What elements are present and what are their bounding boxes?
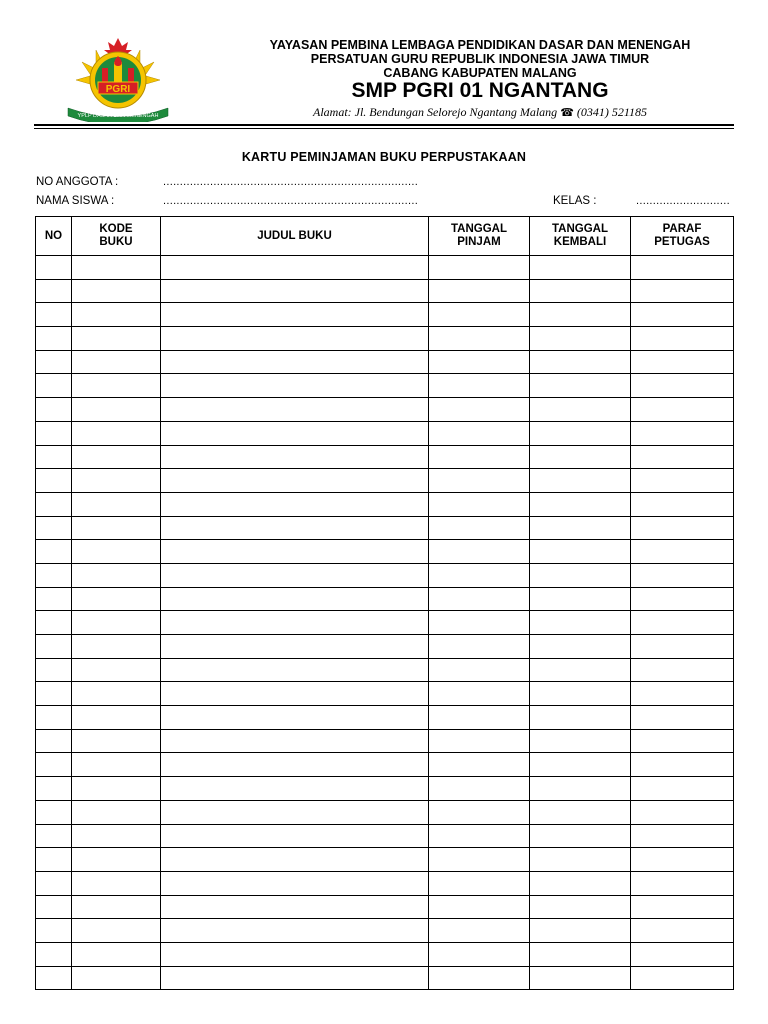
table-row xyxy=(36,540,734,564)
table-cell[interactable] xyxy=(72,303,161,327)
table-row xyxy=(36,492,734,516)
school-address: Alamat: Jl. Bendungan Selorejo Ngantang Malang xyxy=(312,105,558,119)
loan-table xyxy=(35,216,734,990)
table-cell[interactable] xyxy=(429,469,530,493)
table-cell[interactable] xyxy=(429,682,530,706)
table-cell[interactable] xyxy=(36,540,72,564)
table-cell[interactable] xyxy=(429,587,530,611)
table-cell[interactable] xyxy=(36,658,72,682)
table-row xyxy=(36,658,734,682)
table-cell[interactable] xyxy=(161,303,429,327)
logo-ribbon-text: YPLP DASAR DAN MENENGAH xyxy=(77,113,159,119)
table-cell[interactable] xyxy=(429,540,530,564)
table-cell[interactable] xyxy=(72,421,161,445)
table-cell[interactable] xyxy=(36,279,72,303)
table-cell[interactable] xyxy=(36,682,72,706)
table-cell[interactable] xyxy=(530,421,631,445)
table-cell[interactable] xyxy=(530,587,631,611)
table-cell[interactable] xyxy=(72,658,161,682)
table-cell[interactable] xyxy=(530,374,631,398)
table-row xyxy=(36,279,734,303)
table-cell[interactable] xyxy=(631,421,734,445)
table-cell[interactable] xyxy=(530,966,631,990)
student-name-label: NAMA SISWA : xyxy=(36,195,115,207)
table-row xyxy=(36,256,734,280)
table-cell[interactable] xyxy=(631,919,734,943)
table-cell[interactable] xyxy=(429,611,530,635)
table-cell[interactable] xyxy=(429,729,530,753)
table-row xyxy=(36,421,734,445)
table-cell[interactable] xyxy=(429,563,530,587)
table-cell[interactable] xyxy=(631,279,734,303)
school-name: SMP PGRI 01 NGANTANG xyxy=(351,79,609,102)
table-cell[interactable] xyxy=(530,658,631,682)
table-cell[interactable] xyxy=(631,635,734,659)
table-cell[interactable] xyxy=(72,871,161,895)
table-cell[interactable] xyxy=(72,966,161,990)
table-cell[interactable] xyxy=(631,445,734,469)
table-row xyxy=(36,469,734,493)
table-cell[interactable] xyxy=(72,279,161,303)
table-cell[interactable] xyxy=(429,350,530,374)
table-row xyxy=(36,563,734,587)
table-row xyxy=(36,682,734,706)
header-rule-thick xyxy=(34,124,734,126)
table-cell[interactable] xyxy=(36,753,72,777)
table-cell[interactable] xyxy=(631,350,734,374)
table-cell[interactable] xyxy=(36,421,72,445)
table-cell[interactable] xyxy=(36,398,72,422)
table-cell[interactable] xyxy=(72,753,161,777)
table-cell[interactable] xyxy=(36,563,72,587)
table-row xyxy=(36,800,734,824)
table-cell[interactable] xyxy=(36,635,72,659)
table-cell[interactable] xyxy=(72,682,161,706)
table-cell[interactable] xyxy=(429,374,530,398)
table-cell[interactable] xyxy=(161,279,429,303)
logo-emblem-text: PGRI xyxy=(105,84,131,95)
table-cell[interactable] xyxy=(631,256,734,280)
table-cell[interactable] xyxy=(161,848,429,872)
table-cell[interactable] xyxy=(161,871,429,895)
table-row xyxy=(36,611,734,635)
table-cell[interactable] xyxy=(161,682,429,706)
table-cell[interactable] xyxy=(631,540,734,564)
table-cell[interactable] xyxy=(36,871,72,895)
table-cell[interactable] xyxy=(72,256,161,280)
table-cell[interactable] xyxy=(72,350,161,374)
table-cell[interactable] xyxy=(429,942,530,966)
table-row xyxy=(36,729,734,753)
table-cell[interactable] xyxy=(429,753,530,777)
table-cell[interactable] xyxy=(72,942,161,966)
table-cell[interactable] xyxy=(161,966,429,990)
table-cell[interactable] xyxy=(429,800,530,824)
table-cell[interactable] xyxy=(72,848,161,872)
table-cell[interactable] xyxy=(631,706,734,730)
table-cell[interactable] xyxy=(429,445,530,469)
table-cell[interactable] xyxy=(530,398,631,422)
table-cell[interactable] xyxy=(161,445,429,469)
table-cell[interactable] xyxy=(72,540,161,564)
table-cell[interactable] xyxy=(530,256,631,280)
table-cell[interactable] xyxy=(161,635,429,659)
table-cell[interactable] xyxy=(161,919,429,943)
table-cell[interactable] xyxy=(631,824,734,848)
pgri-logo xyxy=(62,36,174,122)
table-cell[interactable] xyxy=(631,303,734,327)
table-cell[interactable] xyxy=(36,374,72,398)
table-cell[interactable] xyxy=(530,563,631,587)
table-cell[interactable] xyxy=(72,824,161,848)
table-cell[interactable] xyxy=(161,658,429,682)
table-row xyxy=(36,824,734,848)
table-cell[interactable] xyxy=(429,895,530,919)
table-cell[interactable] xyxy=(161,800,429,824)
table-cell[interactable] xyxy=(161,706,429,730)
table-cell[interactable] xyxy=(161,256,429,280)
table-cell[interactable] xyxy=(631,777,734,801)
table-cell[interactable] xyxy=(631,848,734,872)
table-cell[interactable] xyxy=(429,871,530,895)
class-label: KELAS : xyxy=(553,195,597,207)
table-cell[interactable] xyxy=(72,777,161,801)
table-cell[interactable] xyxy=(429,777,530,801)
table-cell[interactable] xyxy=(72,374,161,398)
table-header-row xyxy=(36,217,734,256)
table-cell[interactable] xyxy=(72,587,161,611)
table-cell[interactable] xyxy=(530,800,631,824)
table-cell[interactable] xyxy=(161,563,429,587)
table-cell[interactable] xyxy=(72,706,161,730)
table-cell[interactable] xyxy=(36,445,72,469)
table-row xyxy=(36,706,734,730)
table-cell[interactable] xyxy=(161,942,429,966)
table-cell[interactable] xyxy=(530,753,631,777)
table-cell[interactable] xyxy=(161,374,429,398)
table-cell[interactable] xyxy=(631,871,734,895)
table-cell[interactable] xyxy=(161,540,429,564)
table-cell[interactable] xyxy=(631,492,734,516)
table-cell[interactable] xyxy=(161,753,429,777)
table-cell[interactable] xyxy=(161,421,429,445)
table-cell[interactable] xyxy=(530,848,631,872)
table-cell[interactable] xyxy=(36,611,72,635)
table-cell[interactable] xyxy=(161,327,429,351)
table-cell[interactable] xyxy=(530,706,631,730)
table-cell[interactable] xyxy=(36,327,72,351)
table-cell[interactable] xyxy=(72,445,161,469)
header-rule-thin xyxy=(34,128,734,129)
table-cell[interactable] xyxy=(161,587,429,611)
table-row xyxy=(36,303,734,327)
table-cell[interactable] xyxy=(429,848,530,872)
table-cell[interactable] xyxy=(530,350,631,374)
table-cell[interactable] xyxy=(631,682,734,706)
table-cell[interactable] xyxy=(36,492,72,516)
table-cell[interactable] xyxy=(631,516,734,540)
table-row xyxy=(36,516,734,540)
table-cell[interactable] xyxy=(631,658,734,682)
table-row xyxy=(36,327,734,351)
table-cell[interactable] xyxy=(530,279,631,303)
school-phone: (0341) 521185 xyxy=(576,105,647,119)
table-cell[interactable] xyxy=(631,800,734,824)
member-number-blank[interactable]: ............................................................................ xyxy=(163,176,419,188)
header-no: NO xyxy=(36,217,72,256)
header-tanggal-kembali: TANGGAL KEMBALI xyxy=(530,217,631,256)
table-cell[interactable] xyxy=(72,398,161,422)
table-cell[interactable] xyxy=(72,729,161,753)
table-cell[interactable] xyxy=(36,469,72,493)
table-cell[interactable] xyxy=(161,611,429,635)
table-cell[interactable] xyxy=(72,895,161,919)
table-row xyxy=(36,777,734,801)
table-cell[interactable] xyxy=(36,350,72,374)
table-cell[interactable] xyxy=(36,729,72,753)
table-cell[interactable] xyxy=(631,942,734,966)
table-cell[interactable] xyxy=(631,966,734,990)
table-row xyxy=(36,350,734,374)
table-cell[interactable] xyxy=(631,374,734,398)
table-cell[interactable] xyxy=(72,327,161,351)
table-cell[interactable] xyxy=(530,942,631,966)
table-cell[interactable] xyxy=(36,895,72,919)
student-name-blank[interactable]: ............................................................................ xyxy=(163,195,419,207)
table-cell[interactable] xyxy=(631,469,734,493)
table-cell[interactable] xyxy=(161,469,429,493)
table-cell[interactable] xyxy=(36,824,72,848)
table-cell[interactable] xyxy=(530,824,631,848)
table-cell[interactable] xyxy=(36,516,72,540)
table-cell[interactable] xyxy=(631,327,734,351)
table-cell[interactable] xyxy=(72,611,161,635)
table-cell[interactable] xyxy=(429,421,530,445)
table-cell[interactable] xyxy=(429,658,530,682)
table-cell[interactable] xyxy=(161,824,429,848)
table-cell[interactable] xyxy=(72,469,161,493)
table-cell[interactable] xyxy=(36,256,72,280)
table-cell[interactable] xyxy=(631,729,734,753)
table-cell[interactable] xyxy=(36,706,72,730)
table-row xyxy=(36,871,734,895)
table-cell[interactable] xyxy=(72,516,161,540)
class-blank[interactable]: ............................ xyxy=(636,195,730,207)
school-address-line xyxy=(180,105,768,121)
table-cell[interactable] xyxy=(36,777,72,801)
table-cell[interactable] xyxy=(530,777,631,801)
table-row xyxy=(36,942,734,966)
table-cell[interactable] xyxy=(530,919,631,943)
table-cell[interactable] xyxy=(36,919,72,943)
table-cell[interactable] xyxy=(631,753,734,777)
table-cell[interactable] xyxy=(429,516,530,540)
table-row xyxy=(36,966,734,990)
table-cell[interactable] xyxy=(161,729,429,753)
table-cell[interactable] xyxy=(530,611,631,635)
table-cell[interactable] xyxy=(530,303,631,327)
table-cell[interactable] xyxy=(429,327,530,351)
table-row xyxy=(36,398,734,422)
table-cell[interactable] xyxy=(429,824,530,848)
association-name: PERSATUAN GURU REPUBLIK INDONESIA JAWA TIMUR xyxy=(310,52,650,66)
table-cell[interactable] xyxy=(72,635,161,659)
table-row xyxy=(36,445,734,469)
branch-name: CABANG KABUPATEN MALANG xyxy=(383,66,577,80)
header-tanggal-pinjam: TANGGAL PINJAM xyxy=(429,217,530,256)
table-cell[interactable] xyxy=(36,848,72,872)
table-cell[interactable] xyxy=(530,492,631,516)
foundation-name: YAYASAN PEMBINA LEMBAGA PENDIDIKAN DASAR DAN MENENGAH xyxy=(269,38,691,52)
table-cell[interactable] xyxy=(36,800,72,824)
table-cell[interactable] xyxy=(161,895,429,919)
table-cell[interactable] xyxy=(530,516,631,540)
table-cell[interactable] xyxy=(631,563,734,587)
table-cell[interactable] xyxy=(429,966,530,990)
table-row xyxy=(36,848,734,872)
table-cell[interactable] xyxy=(161,777,429,801)
table-cell[interactable] xyxy=(530,729,631,753)
member-number-label: NO ANGGOTA : xyxy=(36,176,119,188)
table-row xyxy=(36,635,734,659)
loan-table-body xyxy=(36,256,734,990)
table-cell[interactable] xyxy=(72,800,161,824)
table-cell[interactable] xyxy=(530,469,631,493)
table-cell[interactable] xyxy=(36,966,72,990)
header-kode-buku: KODE BUKU xyxy=(72,217,161,256)
table-row xyxy=(36,753,734,777)
telephone-icon: ☎ xyxy=(560,107,574,119)
table-cell[interactable] xyxy=(36,587,72,611)
table-cell[interactable] xyxy=(429,398,530,422)
table-cell[interactable] xyxy=(429,492,530,516)
table-cell[interactable] xyxy=(72,919,161,943)
header-paraf-petugas: PARAF PETUGAS xyxy=(631,217,734,256)
table-cell[interactable] xyxy=(161,350,429,374)
table-row xyxy=(36,895,734,919)
table-row xyxy=(36,919,734,943)
table-row xyxy=(36,374,734,398)
table-cell[interactable] xyxy=(429,279,530,303)
table-row xyxy=(36,587,734,611)
table-cell[interactable] xyxy=(530,540,631,564)
table-cell[interactable] xyxy=(429,706,530,730)
table-cell[interactable] xyxy=(72,492,161,516)
table-cell[interactable] xyxy=(429,303,530,327)
table-cell[interactable] xyxy=(161,492,429,516)
header-judul-buku: JUDUL BUKU xyxy=(161,217,429,256)
table-cell[interactable] xyxy=(429,256,530,280)
table-cell[interactable] xyxy=(72,563,161,587)
table-cell[interactable] xyxy=(631,398,734,422)
table-cell[interactable] xyxy=(631,587,734,611)
table-cell[interactable] xyxy=(631,895,734,919)
table-cell[interactable] xyxy=(530,327,631,351)
table-cell[interactable] xyxy=(530,445,631,469)
table-cell[interactable] xyxy=(161,516,429,540)
table-cell[interactable] xyxy=(530,682,631,706)
table-cell[interactable] xyxy=(530,871,631,895)
table-cell[interactable] xyxy=(36,303,72,327)
table-cell[interactable] xyxy=(429,635,530,659)
table-cell[interactable] xyxy=(36,942,72,966)
table-cell[interactable] xyxy=(429,919,530,943)
table-cell[interactable] xyxy=(530,635,631,659)
card-title: KARTU PEMINJAMAN BUKU PERPUSTAKAAN xyxy=(241,150,527,164)
table-cell[interactable] xyxy=(161,398,429,422)
table-cell[interactable] xyxy=(530,895,631,919)
table-cell[interactable] xyxy=(631,611,734,635)
